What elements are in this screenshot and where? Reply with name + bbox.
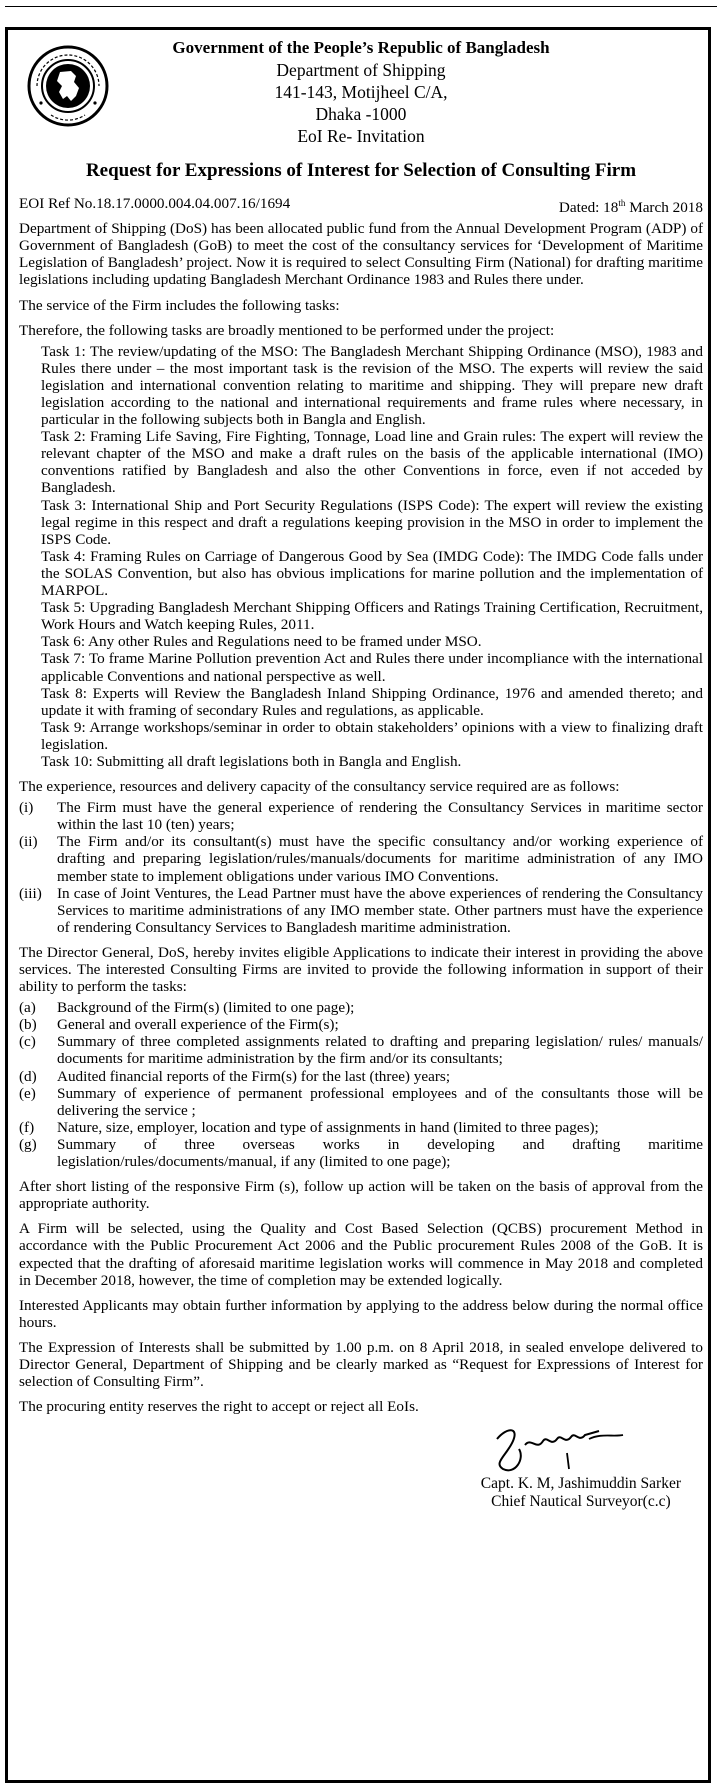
list-text: In case of Joint Ventures, the Lead Partner must have the above experiences of rendering the Consultancy Services to maritime administrations of any IMO member state. Other partners must have the experience of rendering Consultancy Services to Bangladesh maritime administration. — [57, 884, 703, 936]
task-item: Task 6: Any other Rules and Regulations need to be framed under MSO. — [41, 633, 482, 651]
requirements-list — [19, 999, 703, 1170]
task-item: Task 7: To frame Marine Pollution prevention Act and Rules there under incompliance with the international applicable Conventions and national perspective as well. — [41, 650, 703, 685]
department-name: Department of Shipping — [276, 60, 446, 80]
notice-body — [19, 37, 703, 1525]
list-item — [19, 1033, 703, 1067]
list-number: (ii) — [19, 833, 38, 851]
government-seal-icon — [27, 45, 109, 127]
reference-number: EOI Ref No.18.17.0000.004.04.007.16/1694 — [19, 195, 291, 212]
list-number: (iii) — [19, 884, 42, 902]
list-item — [19, 1136, 703, 1170]
letterhead — [19, 37, 703, 155]
information-paragraph: Interested Applicants may obtain further information by applying to the address below during the normal office hours. — [19, 1296, 703, 1331]
top-rule — [5, 6, 717, 7]
task-item: Task 1: The review/updating of the MSO: The Bangladesh Merchant Shipping Ordinance (MSO), 1983 and Rules there under – the most important task is the revision of the MSO. The experts will review the said legislation and international convention relating to maritime and shipping. They will prepare new draft legislation according to the national and international requirements and frame rules where necessary, in particular in the following subjects both in Bangla and English. — [41, 342, 703, 429]
tasks-intro: Therefore, the following tasks are broadly mentioned to be performed under the project: — [19, 321, 555, 339]
task-item: Task 5: Upgrading Bangladesh Merchant Shipping Officers and Ratings Training Certification, Recruitment, Work Hours and Watch keeping Rules, 2011. — [41, 599, 703, 634]
dg-invitation-paragraph: The Director General, DoS, hereby invites eligible Applications to indicate their interest in providing the above services. The interested Consulting Firms are invited to provide the following information in support of their ability to perform the tasks: — [19, 943, 703, 996]
signature-block — [19, 1415, 703, 1525]
page-title: Request for Expressions of Interest for Selection of Consulting Firm — [85, 160, 637, 181]
handwritten-signature-icon — [489, 1419, 649, 1479]
task-item: Task 4: Framing Rules on Carriage of Dangerous Good by Sea (IMDG Code): The IMDG Code falls under the SOLAS Convention, but also has obvious implications for marine pollution and the implementation of MARPOL. — [41, 547, 703, 600]
list-item — [19, 885, 703, 936]
signer-name: Capt. K. M, Jashimuddin Sarker — [480, 1475, 681, 1493]
task-item: Task 10: Submitting all draft legislations both in Bangla and English. — [41, 752, 462, 770]
list-number: (d) — [19, 1067, 37, 1085]
signer — [481, 1475, 681, 1511]
selection-paragraph: A Firm will be selected, using the Quality and Cost Based Selection (QCBS) procurement Method in accordance with the Public Procurement Act 2006 and the Public procurement Rules 2008 of the GoB. It is expected that the drafting of aforesaid maritime legislation works will commence in May 2018 and completed in December 2018, however, the time of completion may be extended logically. — [19, 1220, 703, 1289]
government-name: Government of the People’s Republic of Bangladesh — [172, 38, 550, 57]
list-item — [19, 1016, 703, 1033]
list-item — [19, 833, 703, 884]
list-item — [19, 799, 703, 833]
list-number: (g) — [19, 1135, 37, 1153]
list-item — [19, 1085, 703, 1119]
reserve-paragraph: The procuring entity reserves the right to accept or reject all EoIs. — [19, 1398, 419, 1416]
list-text: The Firm and/or its consultant(s) must have the specific consultancy and/or working experience of drafting and preparing legislation/rules/manuals/documents for maritime administration of any IMO member state to implement obligations under various IMO Conventions. — [57, 833, 703, 885]
list-text: Summary of three overseas works in developing and drafting maritime legislation/rules/documents/manual, if any (limited to one page); — [57, 1135, 703, 1171]
list-text: Summary of experience of permanent professional employees and of the consultants those will be delivering the service ; — [57, 1084, 703, 1119]
list-text: The Firm must have the general experience of rendering the Consultancy Services in maritime sector within the last 10 (ten) years; — [57, 799, 703, 834]
list-number: (b) — [19, 1016, 37, 1034]
task-item: Task 9: Arrange workshops/seminar in order to obtain stakeholders’ opinions with a view to finalizing draft legislation. — [41, 718, 703, 753]
intro-paragraph: Department of Shipping (DoS) has been allocated public fund from the Annual Development Program (ADP) of Government of Bangladesh (GoB) to meet the cost of the consultancy services for ‘Development of Maritime Legislation of Bangladesh’ project. Now it is required to select Consulting Firm (National) for drafting maritime legislations including updating Bangladesh Merchant Ordinance 1983 and Rules there under. — [19, 220, 703, 289]
list-number: (c) — [19, 1033, 36, 1051]
list-text: Summary of three completed assignments related to drafting and preparing legislation/ rules/ manuals/ documents for maritime administration by the firm and/or its consultants; — [57, 1033, 703, 1068]
list-text: Nature, size, employer, location and type of assignments in hand (limited to three pages); — [57, 1118, 599, 1136]
list-number: (i) — [19, 799, 34, 817]
list-item — [19, 1119, 703, 1136]
list-text: Background of the Firm(s) (limited to one page); — [57, 999, 355, 1017]
address-line-2: Dhaka -1000 — [315, 104, 407, 124]
list-number: (e) — [19, 1084, 36, 1102]
service-intro: The service of the Firm includes the following tasks: — [19, 296, 340, 314]
list-number: (f) — [19, 1118, 35, 1136]
reference-row — [19, 195, 703, 216]
experience-intro: The experience, resources and delivery capacity of the consultancy service required are as follows: — [19, 778, 620, 796]
address-line-1: 141-143, Motijheel C/A, — [274, 82, 448, 102]
experience-list — [19, 799, 703, 936]
list-text: General and overall experience of the Firm(s); — [57, 1016, 339, 1034]
list-number: (a) — [19, 999, 36, 1017]
task-list — [19, 343, 703, 770]
task-item: Task 3: International Ship and Port Security Regulations (ISPS Code): The expert will review the existing legal regime in this respect and draft a regulations keeping provision in the MSO in order to implement the ISPS Code. — [41, 496, 703, 548]
signer-title: Chief Nautical Surveyor(c.c) — [491, 1493, 671, 1511]
task-item: Task 2: Framing Life Saving, Fire Fighting, Tonnage, Load line and Grain rules: The expert will review the relevant chapter of the MSO and make a draft rules on the basis of the applicable international (IMO) conventions ratified by Bangladesh and also the other Conventions in force, even if not acceded by Bangladesh. — [41, 428, 703, 497]
list-text: Audited financial reports of the Firm(s) for the last (three) years; — [57, 1067, 451, 1085]
date-label: Dated: 18th March 2018 — [558, 198, 703, 217]
task-item: Task 8: Experts will Review the Bangladesh Inland Shipping Ordinance, 1976 and amended thereto; and update it with framing of secondary Rules and regulations, as applicable. — [41, 684, 703, 719]
shortlist-paragraph: After short listing of the responsive Firm (s), follow up action will be taken on the basis of approval from the appropriate authority. — [19, 1178, 703, 1213]
list-item — [19, 1068, 703, 1085]
invitation-label: EoI Re- Invitation — [297, 126, 425, 146]
list-item — [19, 999, 703, 1016]
submission-paragraph: The Expression of Interests shall be submitted by 1.00 p.m. on 8 April 2018, in sealed envelope delivered to Director General, Department of Shipping and be clearly marked as “Request for Expressions of Interest for selection of Consulting Firm”. — [19, 1338, 703, 1391]
